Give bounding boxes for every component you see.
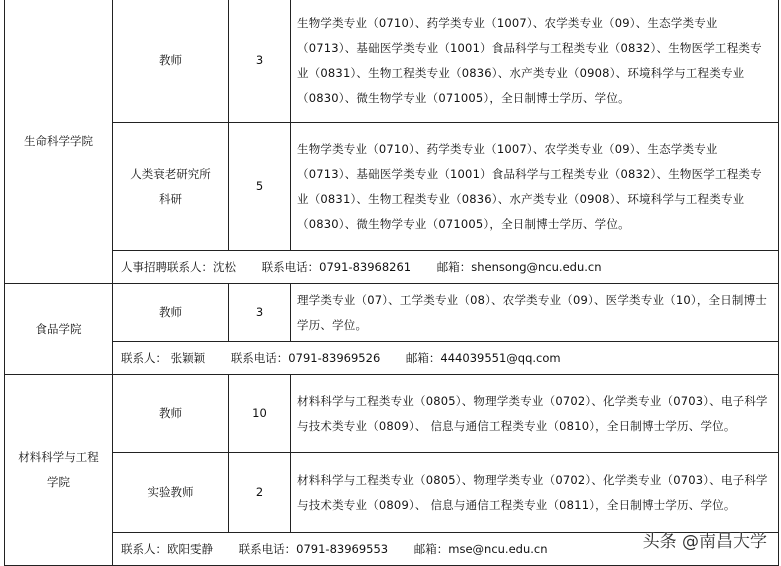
position-requirement: 材料科学与工程类专业（0805）、物理学类专业（0702）、化学类专业（0703）、电子科学与技术类专业（0809）、 信息与通信工程类专业（0810），全日制博士学历、学位。 (291, 375, 779, 453)
dept-cell: 材料科学与工程学院 (5, 375, 113, 566)
position-count: 3 (229, 0, 291, 123)
contact-cell (113, 251, 779, 284)
contact-phone: 联系电话：0791-83969526 (230, 351, 381, 365)
position-requirement: 材料科学与工程类专业（0805）、物理学类专业（0702）、化学类专业（0703）、电子科学与技术类专业（0809）、 信息与通信工程类专业（0811），全日制博士学历、学位。 (291, 453, 779, 533)
position-title: 教师 (113, 375, 229, 453)
table-row (5, 375, 779, 453)
contact-person: 人事招聘联系人：沈松 (121, 260, 236, 274)
table-row (5, 453, 779, 533)
dept-cell: 食品学院 (5, 284, 113, 375)
position-requirement: 理学类专业（07）、工学类专业（08）、农学类专业（09）、医学类专业（10），全日制博士学历、学位。 (291, 284, 779, 342)
contact-cell (113, 342, 779, 375)
position-requirement: 生物学类专业（0710）、药学类专业（1007）、农学类专业（09）、生态学类专业（0713）、基础医学类专业（1001）食品科学与工程类专业（0832）、生物医学工程类专业（0831）、生物工程类专业（0836）、水产类专业（0908）、环境科学与工程类专业（0830）、微生物学专业（071005），全日制博士学历、学位。 (291, 0, 779, 123)
contact-email: 邮箱：444039551@qq.com (405, 351, 561, 365)
position-count: 3 (229, 284, 291, 342)
table-row (5, 284, 779, 342)
position-title: 人类衰老研究所科研 (113, 123, 229, 251)
contact-row (5, 342, 779, 375)
contact-row (5, 251, 779, 284)
contact-person: 联系人：欧阳雯静 (121, 542, 213, 556)
position-count: 2 (229, 453, 291, 533)
watermark: 头条 @南昌大学 (642, 532, 767, 552)
table-row (5, 123, 779, 251)
contact-phone: 联系电话：0791-83968261 (261, 260, 412, 274)
position-title: 实验教师 (113, 453, 229, 533)
position-requirement: 生物学类专业（0710）、药学类专业（1007）、农学类专业（09）、生态学类专业（0713）、基础医学类专业（1001）食品科学与工程类专业（0832）、生物医学工程类专业（0831）、生物工程类专业（0836）、水产类专业（0908）、环境科学与工程类专业（0830）、微生物学专业（071005），全日制博士学历、学位。 (291, 123, 779, 251)
table-row (5, 0, 779, 123)
position-count: 5 (229, 123, 291, 251)
position-title: 教师 (113, 284, 229, 342)
contact-person: 联系人： 张颖颖 (121, 351, 206, 365)
contact-email: 邮箱：mse@ncu.edu.cn (413, 542, 548, 556)
position-count: 10 (229, 375, 291, 453)
contact-phone: 联系电话：0791-83969553 (238, 542, 389, 556)
contact-email: 邮箱：shensong@ncu.edu.cn (436, 260, 602, 274)
position-title: 教师 (113, 0, 229, 123)
dept-cell: 生命科学学院 (5, 0, 113, 284)
recruitment-table (4, 0, 779, 566)
